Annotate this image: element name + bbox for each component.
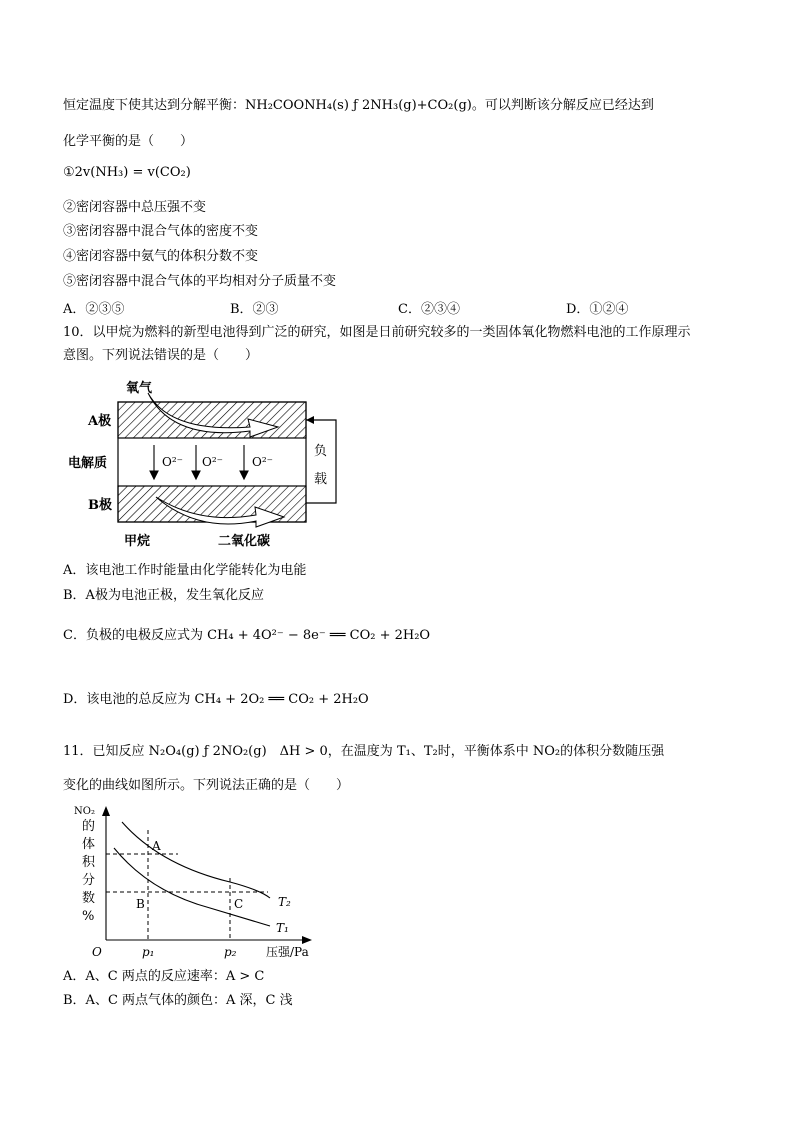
q9-stem-line2: 化学平衡的是（ ） (63, 134, 194, 149)
svg-text:的: 的 (82, 819, 96, 834)
b-pole-label: B极 (88, 498, 112, 513)
p1-label: p₁ (142, 945, 155, 959)
y-axis-chars (82, 819, 96, 924)
x-axis-title: 压强/Pa (266, 945, 309, 959)
t1-label: T₁ (276, 921, 289, 935)
q11-stem-line2: 变化的曲线如图所示。下列说法正确的是（ ） (63, 778, 350, 793)
q10-option-b[interactable]: B．A极为电池正极，发生氧化反应 (63, 588, 264, 603)
no2-fraction-graph (70, 800, 340, 965)
origin-label: O (92, 945, 102, 959)
svg-text:%: % (82, 909, 95, 924)
q9-statement-3: ③密闭容器中混合气体的密度不变 (63, 224, 259, 239)
q9-statement-1: ①2v(NH₃) = v(CO₂) (63, 165, 191, 180)
ion-label-1: O²⁻ (162, 455, 183, 469)
q9-statement-5: ⑤密闭容器中混合气体的平均相对分子质量不变 (63, 274, 337, 289)
q9-option-d[interactable]: D．①②④ (566, 302, 629, 317)
point-a-label: A (152, 839, 161, 853)
q9-option-b[interactable]: B．②③ (230, 302, 279, 317)
load-label-1: 负 (314, 444, 328, 459)
q10-option-d[interactable]: D．该电池的总反应为 CH₄ + 2O₂ ══ CO₂ + 2H₂O (63, 692, 369, 707)
a-pole-label: A极 (88, 414, 112, 429)
q9-statement-4: ④密闭容器中氨气的体积分数不变 (63, 249, 259, 264)
q9-statement-2: ②密闭容器中总压强不变 (63, 200, 207, 215)
svg-text:体: 体 (82, 837, 96, 852)
y-axis-title: NO₂ (74, 806, 95, 817)
co2-label: 二氧化碳 (218, 534, 271, 549)
methane-label: 甲烷 (124, 534, 151, 549)
q9-option-a[interactable]: A．②③⑤ (63, 302, 125, 317)
q11-option-a[interactable]: A．A、C 两点的反应速率：A > C (63, 969, 265, 984)
svg-text:分: 分 (82, 873, 96, 888)
svg-text:积: 积 (82, 855, 96, 870)
q9-stem-line1: 恒定温度下使其达到分解平衡：NH₂COONH₄(s) ƒ 2NH₃(g)+CO₂(g)。可以判断该分解反应已经达到 (63, 98, 654, 113)
q11-stem-line1: 11．已知反应 N₂O₄(g) ƒ 2NO₂(g) ΔH > 0，在温度为 T₁、T₂时，平衡体系中 NO₂的体积分数随压强 (63, 744, 665, 759)
point-c-label: C (234, 897, 244, 911)
q10-stem-line1: 10．以甲烷为燃料的新型电池得到广泛的研究，如图是日前研究较多的一类固体氧化物燃料电池的工作原理示 (63, 325, 691, 340)
svg-text:数: 数 (82, 891, 96, 906)
point-b-label: B (136, 897, 145, 911)
ion-label-2: O²⁻ (202, 455, 223, 469)
t2-label: T₂ (278, 895, 291, 909)
load-circuit (306, 420, 336, 503)
dashed-guides (106, 830, 268, 940)
electrolyte-label: 电解质 (68, 456, 108, 471)
curve-t2 (122, 822, 270, 898)
load-arrow-head (306, 416, 314, 424)
p2-label: p₂ (224, 945, 237, 959)
q10-option-a[interactable]: A．该电池工作时能量由化学能转化为电能 (63, 563, 307, 578)
oxygen-label: 氧气 (126, 381, 153, 396)
q9-option-c[interactable]: C．②③④ (398, 302, 460, 317)
q10-stem-line2: 意图。下列说法错误的是（ ） (63, 348, 259, 363)
q10-option-c[interactable]: C．负极的电极反应式为 CH₄ + 4O²⁻ − 8e⁻ ══ CO₂ + 2H₂O (63, 628, 431, 643)
ion-label-3: O²⁻ (252, 455, 273, 469)
fuel-cell-diagram (60, 375, 350, 550)
q11-option-b[interactable]: B．A、C 两点气体的颜色：A 深，C 浅 (63, 993, 293, 1008)
load-label-2: 载 (314, 472, 328, 487)
